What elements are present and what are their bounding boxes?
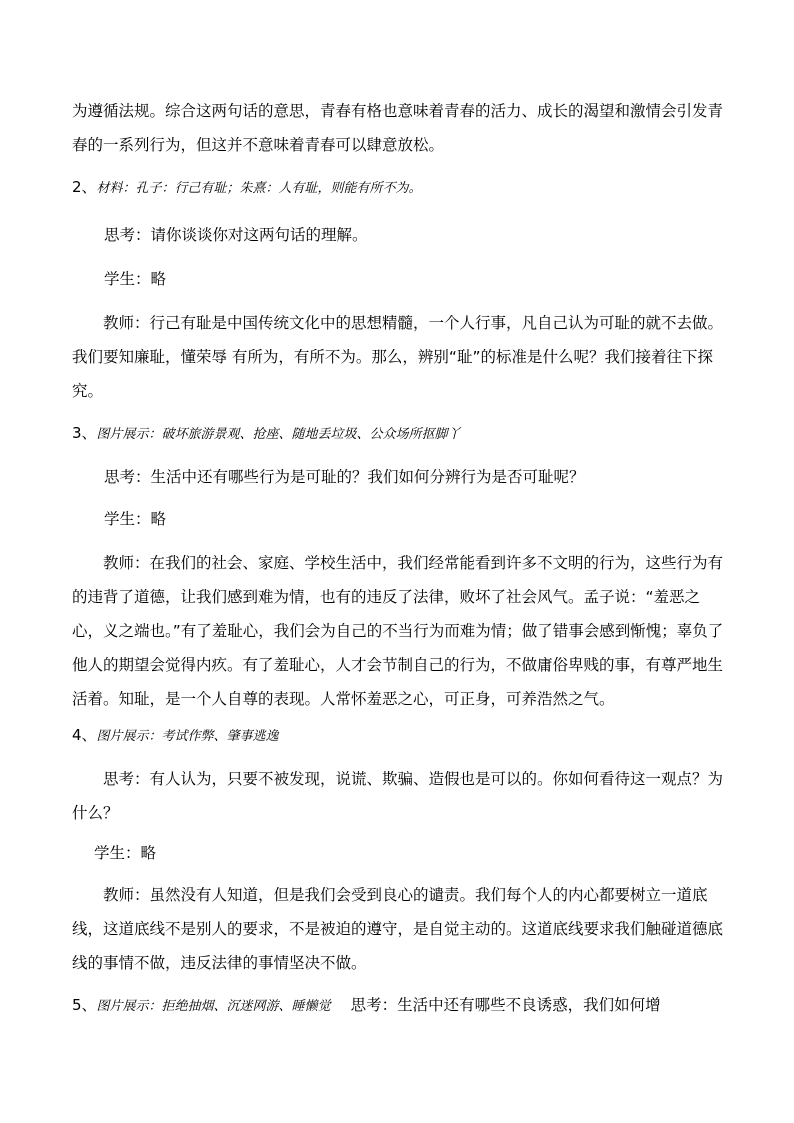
item-3-pictures: 图片展示：破坏旅游景观、抢座、随地丢垃圾、公众场所抠脚丫 <box>96 427 461 442</box>
item-2-heading <box>72 170 726 206</box>
item-2-number: 2、 <box>72 178 97 196</box>
item-4-number: 4、 <box>72 726 97 744</box>
student-4: 学生：略 <box>94 844 157 862</box>
item-3-number: 3、 <box>72 424 97 442</box>
teacher-3: 教师：在我们的社会、家庭、学校生活中，我们经常能看到许多不文明的行为，这些行为有的违背了道德，让我们感到难为情，也有的违反了法律，败坏了社会风气。孟子说：“羞恶之心，义之端也。”有了羞耻心，我们会为自己的不当行为而难为情；做了错事会感到惭愧；辜负了他人的期望会觉得内疚。有了羞耻心，人才会节制自己的行为，不做庸俗卑贱的事，有尊严地生活着。知耻，是一个人自尊的表现。人常怀羞恶之心，可正身，可养浩然之气。 <box>72 554 724 708</box>
student-2: 学生：略 <box>104 270 167 288</box>
item-3-heading <box>72 416 726 452</box>
item-4-heading <box>72 718 726 754</box>
question-2: 思考：请你谈谈你对这两句话的理解。 <box>104 226 368 244</box>
item-4-pictures: 图片展示：考试作弊、肇事逃逸 <box>96 729 279 744</box>
question-4: 思考：有人认为，只要不被发现，说谎、欺骗、造假也是可以的。你如何看待这一观点？为什么？ <box>72 770 724 822</box>
paragraph-intro: 为遵循法规。综合这两句话的意思，青春有格也意味着青春的活力、成长的渴望和激情会引发青春的一系列行为，但这并不意味着青春可以肆意放松。 <box>72 102 724 154</box>
item-2-material: 材料：孔子：行己有耻；朱熹：人有耻，则能有所不为。 <box>96 181 422 196</box>
question-3: 思考：生活中还有哪些行为是可耻的？我们如何分辨行为是否可耻呢？ <box>104 468 585 486</box>
teacher-4: 教师：虽然没有人知道，但是我们会受到良心的谴责。我们每个人的内心都要树立一道底线，这道底线不是别人的要求，不是被迫的遵守，是自觉主动的。这道底线要求我们触碰道德底线的事情不做，违反法律的事情坚决不做。 <box>72 886 724 972</box>
item-5-heading <box>72 988 726 1024</box>
item-5-number: 5、 <box>72 996 97 1014</box>
student-3: 学生：略 <box>104 510 167 528</box>
item-5-pictures: 图片展示：拒绝抽烟、沉迷网游、睡懒觉 <box>96 999 331 1014</box>
teacher-2: 教师：行己有耻是中国传统文化中的思想精髓，一个人行事，凡自己认为可耻的就不去做。我们要知廉耻，懂荣辱 有所为，有所不为。那么，辨别“耻”的标准是什么呢？我们接着往下探究。 <box>72 314 724 400</box>
question-5-inline: 思考：生活中还有哪些不良诱惑，我们如何增 <box>350 996 661 1014</box>
